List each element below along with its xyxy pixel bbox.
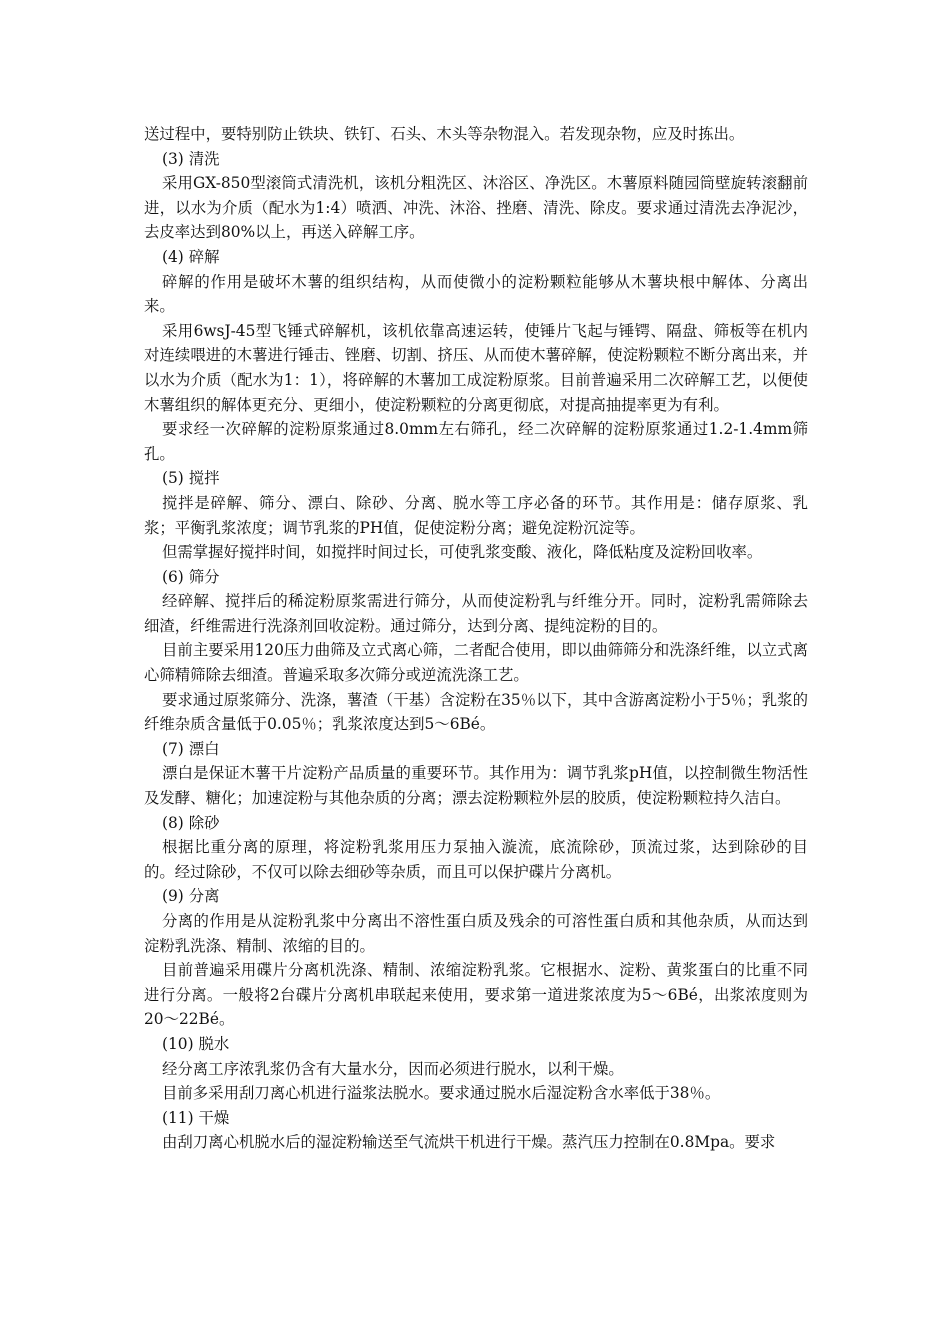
paragraph: 由刮刀离心机脱水后的湿淀粉输送至气流烘干机进行干燥。蒸汽压力控制在0.8Mpa。要求 — [162, 1133, 776, 1152]
paragraph: 采用6wsJ-45型飞锤式碎解机，该机依靠高速运转，使锤片飞起与锤锷、隔盘、筛板等在机内对连续喂进的木薯进行锤击、锉磨、切割、挤压、从而使木薯碎解，使淀粉颗粒不断分离出来，并以水为介质（配水为1：1），将碎解的木薯加工成淀粉原浆。目前普遍采用二次碎解工艺，以便使木薯组织的解体更充分、更细小，使淀粉颗粒的分离更彻底，对提高抽提率更为有利。 — [144, 321, 808, 414]
paragraph: 要求通过原浆筛分、洗涤，薯渣（干基）含淀粉在35％以下，其中含游离淀粉小于5％；乳浆的纤维杂质含量低于0.05％；乳浆浓度达到5～6Bé。 — [144, 690, 808, 734]
section-heading: (7) 漂白 — [162, 739, 220, 758]
paragraph: 采用GX-850型滚筒式清洗机，该机分粗洗区、沐浴区、净洗区。木薯原料随园筒壁旋转滚翻前进，以水为介质（配水为1:4）喷洒、冲洗、沐浴、挫磨、清洗、除皮。要求通过清洗去净泥沙，去皮率达到80%以上，再送入碎解工序。 — [144, 174, 808, 242]
paragraph: 但需掌握好搅拌时间，如搅拌时间过长，可使乳浆变酸、液化，降低粘度及淀粉回收率。 — [162, 543, 763, 562]
section-heading: (3) 清洗 — [162, 149, 220, 168]
paragraph: 目前多采用刮刀离心机进行溢浆法脱水。要求通过脱水后湿淀粉含水率低于38％。 — [162, 1084, 721, 1103]
paragraph: 目前普遍采用碟片分离机洗涤、精制、浓缩淀粉乳浆。它根据水、淀粉、黄浆蛋白的比重不同进行分离。一般将2台碟片分离机串联起来使用，要求第一道进浆浓度为5～6Bé，出浆浓度则为20～22Bé。 — [144, 961, 808, 1029]
document-body — [144, 122, 808, 1155]
section-heading: (8) 除砂 — [162, 813, 220, 832]
paragraph: 碎解的作用是破坏木薯的组织结构，从而使微小的淀粉颗粒能够从木薯块根中解体、分离出来。 — [144, 272, 808, 316]
paragraph: 搅拌是碎解、筛分、漂白、除砂、分离、脱水等工序必备的环节。其作用是：储存原浆、乳浆；平衡乳浆浓度；调节乳浆的PH值，促使淀粉分离；避免淀粉沉淀等。 — [144, 493, 808, 537]
paragraph: 经分离工序浓乳浆仍含有大量水分，因而必须进行脱水，以利干燥。 — [162, 1059, 624, 1078]
paragraph: 经碎解、搅拌后的稀淀粉原浆需进行筛分，从而使淀粉乳与纤维分开。同时，淀粉乳需筛除去细渣，纤维需进行洗涤剂回收淀粉。通过筛分，达到分离、提纯淀粉的目的。 — [144, 592, 808, 635]
section-heading: (9) 分离 — [162, 887, 220, 906]
section-heading: (11) 干燥 — [162, 1108, 230, 1127]
section-heading: (4) 碎解 — [162, 247, 220, 266]
paragraph: 送过程中，要特别防止铁块、铁钉、石头、木头等杂物混入。若发现杂物，应及时拣出。 — [144, 125, 745, 143]
paragraph: 漂白是保证木薯干片淀粉产品质量的重要环节。其作用为：调节乳浆pH值，以控制微生物活性及发酵、糖化；加速淀粉与其他杂质的分离；漂去淀粉颗粒外层的胶质，使淀粉颗粒持久洁白。 — [144, 764, 808, 808]
paragraph: 要求经一次碎解的淀粉原浆通过8.0mm左右筛孔，经二次碎解的淀粉原浆通过1.2-1.4mm筛孔。 — [144, 420, 808, 463]
section-heading: (10) 脱水 — [162, 1034, 230, 1053]
paragraph: 目前主要采用120压力曲筛及立式离心筛，二者配合使用，即以曲筛筛分和洗涤纤维，以立式离心筛精筛除去细渣。普遍采取多次筛分或逆流洗涤工艺。 — [144, 641, 808, 685]
paragraph: 根据比重分离的原理，将淀粉乳浆用压力泵抽入漩流，底流除砂，顶流过浆，达到除砂的目的。经过除砂，不仅可以除去细砂等杂质，而且可以保护碟片分离机。 — [144, 838, 808, 881]
section-heading: (6) 筛分 — [162, 567, 220, 586]
paragraph: 分离的作用是从淀粉乳浆中分离出不溶性蛋白质及残余的可溶性蛋白质和其他杂质，从而达到淀粉乳洗涤、精制、浓缩的目的。 — [144, 912, 808, 955]
section-heading: (5) 搅拌 — [162, 469, 220, 488]
